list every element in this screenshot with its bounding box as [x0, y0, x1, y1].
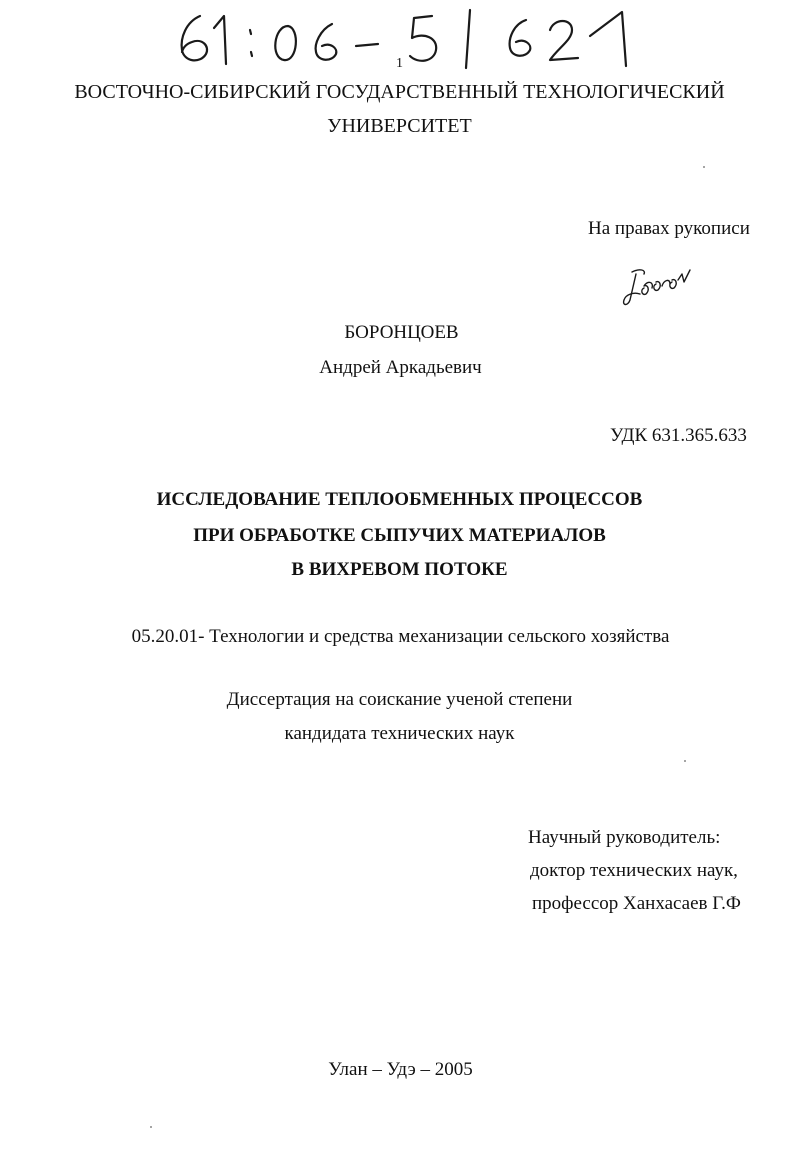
supervisor-degree: доктор технических наук, [530, 860, 738, 881]
page-number: 1 [396, 56, 403, 71]
thesis-title-line1: ИССЛЕДОВАНИЕ ТЕПЛООБМЕННЫХ ПРОЦЕССОВ [156, 489, 643, 510]
scan-speck [684, 760, 686, 762]
author-surname: БОРОНЦОЕВ [344, 322, 459, 343]
supervisor-label: Научный руководитель: [528, 827, 721, 848]
udc-code: УДК 631.365.633 [610, 425, 747, 446]
university-name-line1: ВОСТОЧНО-СИБИРСКИЙ ГОСУДАРСТВЕННЫЙ ТЕХНОЛОГИЧЕСКИЙ [74, 81, 725, 103]
thesis-title-line2: ПРИ ОБРАБОТКЕ СЫПУЧИХ МАТЕРИАЛОВ [193, 525, 606, 546]
degree-line2: кандидата технических наук [284, 723, 515, 744]
handwritten-signature [618, 262, 698, 312]
rights-note: На правах рукописи [588, 218, 750, 239]
degree-line1: Диссертация на соискание ученой степени [226, 689, 573, 710]
place-and-year: Улан – Удэ – 2005 [328, 1059, 473, 1080]
supervisor-name: профессор Ханхасаев Г.Ф [532, 893, 741, 914]
scan-speck [703, 166, 705, 168]
specialty-code: 05.20.01- Технологии и средства механизации сельского хозяйства [131, 626, 670, 647]
thesis-title-line3: В ВИХРЕВОМ ПОТОКЕ [291, 559, 508, 580]
university-name-line2: УНИВЕРСИТЕТ [327, 115, 472, 137]
scan-speck [150, 1126, 152, 1128]
author-given-names: Андрей Аркадьевич [319, 357, 482, 378]
